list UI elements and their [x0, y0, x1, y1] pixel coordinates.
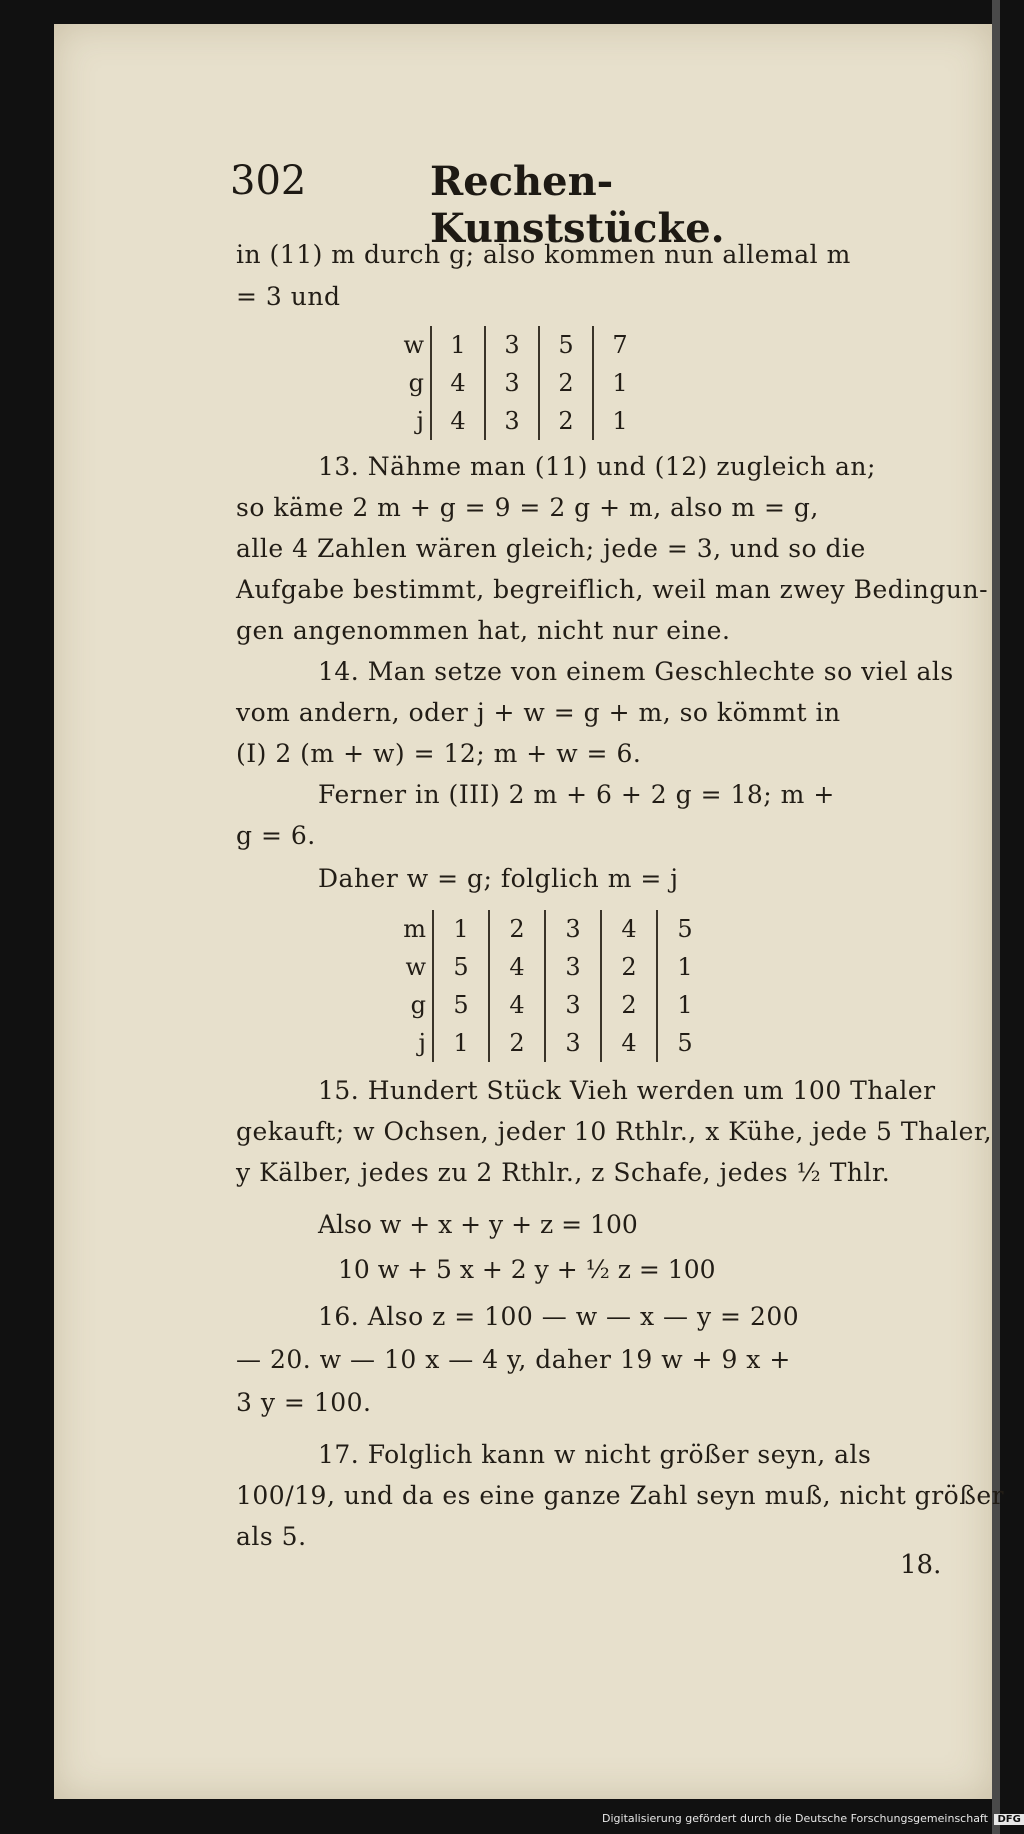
table-cell: 1 — [677, 991, 693, 1019]
table-cell: 1 — [433, 1024, 489, 1062]
text-line: 100/19, und da es eine ganze Zahl seyn muß, nicht größer — [236, 1481, 1005, 1510]
text-line: = 3 und — [236, 282, 341, 311]
text-line: 14. Man setze von einem Geschlechte so viel als — [318, 657, 954, 686]
table-cell: 5 — [433, 986, 489, 1024]
table-cell: 5 — [677, 1029, 693, 1057]
table-cell: 5 — [433, 948, 489, 986]
table-cell: 3 — [485, 402, 539, 440]
table-cell: 3 — [485, 326, 539, 364]
table-cell: 2 — [489, 910, 545, 948]
text-line: y Kälber, jedes zu 2 Rthlr., z Schafe, jedes ½ Thlr. — [236, 1158, 891, 1187]
value-table-1 — [390, 326, 646, 440]
text-line: vom andern, oder j + w = g + m, so kömmt in — [236, 698, 841, 727]
row-label: w — [390, 326, 431, 364]
page-number: 302 — [230, 158, 307, 204]
table-row — [390, 402, 646, 440]
table-cell: 4 — [431, 402, 485, 440]
running-title: Rechen-Kunststücke. — [430, 158, 725, 252]
catchword: 18. — [900, 1550, 942, 1580]
table-row — [390, 326, 646, 364]
text-line: 3 y = 100. — [236, 1388, 372, 1417]
table-row — [392, 910, 712, 948]
table-cell: 2 — [489, 1024, 545, 1062]
table-cell: 1 — [612, 407, 628, 435]
table-cell: 2 — [601, 948, 657, 986]
page-edge — [992, 0, 1000, 1834]
table-cell: 2 — [539, 364, 593, 402]
table-cell: 1 — [433, 910, 489, 948]
value-table-2 — [392, 910, 712, 1062]
table-cell: 4 — [489, 948, 545, 986]
table-cell: 3 — [545, 1024, 601, 1062]
row-label: j — [392, 1024, 433, 1062]
row-label: m — [392, 910, 433, 948]
text-line: Daher w = g; folglich m = j — [318, 864, 679, 893]
table-row — [392, 986, 712, 1024]
dfg-logo: DFG — [994, 1814, 1023, 1825]
text-line: in (11) m durch g; also kommen nun allemal m — [236, 240, 851, 269]
table-cell: 2 — [539, 402, 593, 440]
text-line: — 20. w — 10 x — 4 y, daher 19 w + 9 x + — [236, 1345, 791, 1374]
text-line: 17. Folglich kann w nicht größer seyn, als — [318, 1440, 872, 1469]
text-line: Ferner in (III) 2 m + 6 + 2 g = 18; m + — [318, 780, 835, 809]
table-cell: 3 — [545, 948, 601, 986]
table-cell: 5 — [677, 915, 693, 943]
table-cell: 3 — [545, 910, 601, 948]
row-label: g — [392, 986, 433, 1024]
row-label: g — [390, 364, 431, 402]
table-cell: 4 — [489, 986, 545, 1024]
text-line: als 5. — [236, 1522, 307, 1551]
row-label: w — [392, 948, 433, 986]
equation-2: 10 w + 5 x + 2 y + ½ z = 100 — [338, 1255, 716, 1284]
table-cell: 1 — [431, 326, 485, 364]
text-line: g = 6. — [236, 821, 316, 850]
credit-text: Digitalisierung gefördert durch die Deutsche Forschungsgemeinschaft — [602, 1812, 988, 1825]
text-line: 15. Hundert Stück Vieh werden um 100 Thaler — [318, 1076, 936, 1105]
table-cell: 3 — [545, 986, 601, 1024]
table-cell: 7 — [612, 331, 628, 359]
text-line: 16. Also z = 100 — w — x — y = 200 — [318, 1302, 800, 1331]
table-cell: 5 — [539, 326, 593, 364]
digitization-credit — [602, 1812, 1024, 1825]
equation-1: Also w + x + y + z = 100 — [318, 1210, 638, 1239]
table-cell: 4 — [431, 364, 485, 402]
text-line: (I) 2 (m + w) = 12; m + w = 6. — [236, 739, 642, 768]
table-row — [392, 948, 712, 986]
text-line: gekauft; w Ochsen, jeder 10 Rthlr., x Kühe, jede 5 Thaler, — [236, 1117, 993, 1146]
text-line: so käme 2 m + g = 9 = 2 g + m, also m = g, — [236, 493, 819, 522]
table-cell: 3 — [485, 364, 539, 402]
table-cell: 1 — [677, 953, 693, 981]
page-header — [230, 158, 770, 252]
table-row — [390, 364, 646, 402]
table-cell: 1 — [612, 369, 628, 397]
text-line: alle 4 Zahlen wären gleich; jede = 3, und so die — [236, 534, 866, 563]
table-row — [392, 1024, 712, 1062]
text-line: 13. Nähme man (11) und (12) zugleich an; — [318, 452, 876, 481]
row-label: j — [390, 402, 431, 440]
table-cell: 2 — [601, 986, 657, 1024]
table-cell: 4 — [601, 910, 657, 948]
table-cell: 4 — [601, 1024, 657, 1062]
text-line: gen angenommen hat, nicht nur eine. — [236, 616, 731, 645]
text-line: Aufgabe bestimmt, begreiflich, weil man zwey Bedingun- — [236, 575, 989, 604]
